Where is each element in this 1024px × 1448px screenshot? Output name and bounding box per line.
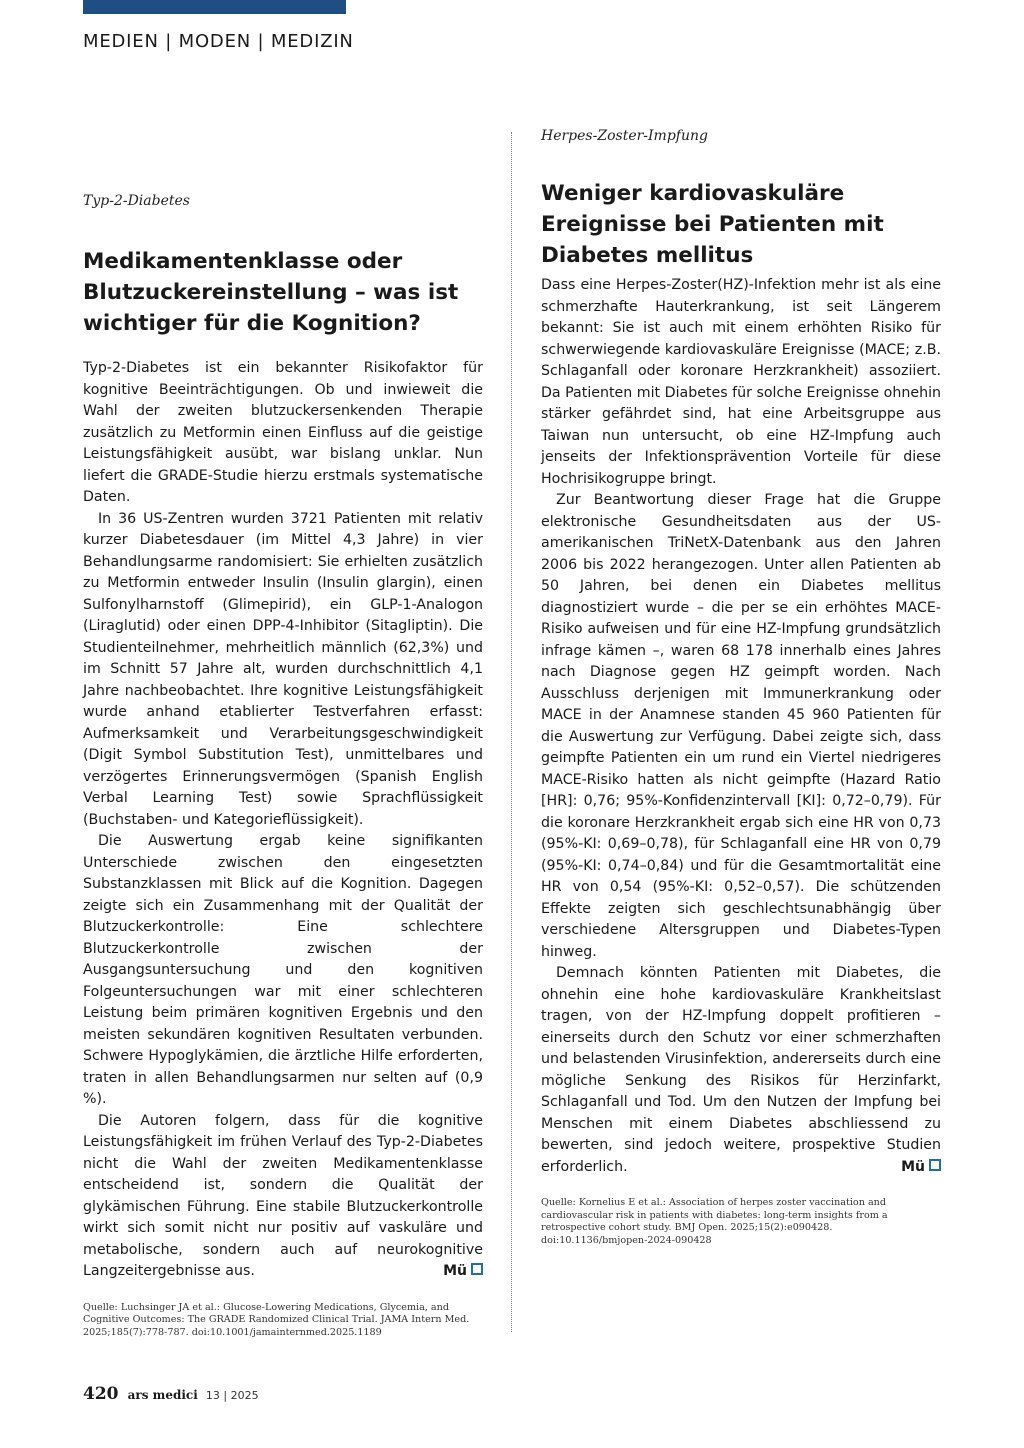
article-right bbox=[541, 128, 941, 1247]
paragraph: Typ-2-Diabetes ist ein bekannter Risikofaktor für kognitive Beeinträchtigungen. Ob und inwieweit die Wahl der zweiten blutzuckersenkenden Therapie zusätzlich zu Metformin einen Einfluss auf die geistige Leistungsfähigkeit ausübt, war bislang unklar. Nun liefert die GRADE-Studie hierzu erstmals systematische Daten. bbox=[83, 360, 483, 505]
article-left bbox=[83, 193, 483, 1339]
section-header: MEDIEN | MODEN | MEDIZIN bbox=[83, 31, 354, 52]
page-footer bbox=[83, 1384, 259, 1404]
author-signature bbox=[901, 1157, 941, 1179]
header-accent-bar bbox=[83, 0, 346, 14]
paragraph-text: Die Autoren folgern, dass für die kognitive Leistungsfähigkeit im frühen Verlauf des Typ-2-Diabetes nicht die Wahl der zweiten Medikamentenklasse entscheidend ist, sondern die Qualität der glykämischen Führung. Eine stabile Blutzuckerkontrolle wirkt sich somit nicht nur positiv auf vaskuläre und metabolische, sondern auch auf neurokognitive Langzeitergebnisse aus. bbox=[83, 1112, 483, 1279]
article-title: Weniger kardiovaskuläre Ereignisse bei Patienten mit Diabetes mellitus bbox=[541, 181, 884, 268]
source-citation: Quelle: Kornelius E et al.: Association of herpes zoster vaccination and cardiovascular risk in patients with diabetes: long-term insights from a retrospective cohort study. BMJ Open. 2025;15(2):e090428. doi:10.1136/bmjopen-2024-090428 bbox=[541, 1197, 888, 1246]
issue-info: 13 | 2025 bbox=[205, 1389, 259, 1402]
article-kicker: Typ-2-Diabetes bbox=[83, 193, 190, 209]
source-citation: Quelle: Luchsinger JA et al.: Glucose-Lowering Medications, Glycemia, and Cognitive Outcomes: The GRADE Randomized Clinical Trial. JAMA Intern Med. 2025;185(7):778-787. doi:10.1001/jamainternmed.2025.1189 bbox=[83, 1301, 470, 1338]
end-mark-icon bbox=[929, 1159, 941, 1171]
column-divider bbox=[511, 132, 512, 1332]
paragraph-text: Demnach könnten Patienten mit Diabetes, die ohnehin eine hohe kardiovaskuläre Krankheitslast tragen, von der HZ-Impfung doppelt profitieren – einerseits durch den Schutz vor einer schmerzhaften und belastenden Virusinfektion, andererseits durch eine mögliche Senkung des Risikos für Herzinfarkt, Schlaganfall und Tod. Um den Nutzen der Impfung bei Menschen mit einem Diabetes abschliessend zu bewerten, sind jedoch weitere, prospektive Studien erforderlich. bbox=[541, 965, 941, 1175]
paragraph bbox=[541, 963, 941, 1178]
signature-text: Mü bbox=[443, 1263, 467, 1279]
author-signature bbox=[443, 1261, 483, 1283]
article-body bbox=[541, 275, 941, 1178]
journal-name: ars medici bbox=[127, 1388, 198, 1402]
paragraph bbox=[83, 1111, 483, 1283]
paragraph: Die Auswertung ergab keine signifikanten Unterschiede zwischen den eingesetzten Substanzklassen mit Blick auf die Kognition. Dagegen zeigte sich ein Zusammenhang mit der Qualität der Blutzuckerkontrolle: Eine schlechtere Blutzuckerkontrolle zwischen der Ausgangsuntersuchung und den kognitiven Folgeuntersuchungen war mit einer schlechteren Leistung beim primären kognitiven Ergebnis und den meisten sekundären kognitiven Resultaten verbunden. Schwere Hypoglykämien, die ärztliche Hilfe erforderten, traten in allen Behandlungsarmen nur selten auf (0,9 %). bbox=[83, 833, 483, 1107]
signature-text: Mü bbox=[901, 1158, 925, 1175]
article-kicker: Herpes-Zoster-Impfung bbox=[541, 128, 708, 144]
paragraph: Dass eine Herpes-Zoster(HZ)-Infektion mehr ist als eine schmerzhafte Hauterkrankung, ist seit Längerem bekannt: Sie ist auch mit einem erhöhten Risiko für schwerwiegende kardiovaskuläre Ereignisse (MACE; z.B. Schlaganfall oder koronare Herzkrankheit) assoziiert. Da Patienten mit Diabetes für solche Ereignisse ohnehin stärker gefährdet sind, hat eine Arbeitsgruppe aus Taiwan nun untersucht, ob eine HZ-Impfung auch jenseits der Infektionsprävention Vorteile für diese Hochrisikogruppe bringt. bbox=[541, 277, 941, 487]
article-title: Medikamentenklasse oder Blutzuckereinstellung – was ist wichtiger für die Kognition? bbox=[83, 249, 459, 336]
article-body bbox=[83, 358, 483, 1283]
end-mark-icon bbox=[471, 1263, 483, 1275]
page-number: 420 bbox=[83, 1384, 119, 1404]
paragraph: In 36 US-Zentren wurden 3721 Patienten mit relativ kurzer Diabetesdauer (im Mittel 4,3 Jahre) in vier Behandlungsarme randomisiert: Sie erhielten zusätzlich zu Metformin entweder Insulin (Insulin glargin), einen Sulfonylharnstoff (Glimepirid), ein GLP-1-Analogon (Liraglutid) oder einen DPP-4-Inhibitor (Sitagliptin). Die Studienteilnehmer, mehrheitlich männlich (62,3%) und im Schnitt 57 Jahre alt, wurden durchschnittlich 4,1 Jahre nachbeobachtet. Ihre kognitive Leistungsfähigkeit wurde anhand etablierter Testverfahren erfasst: Aufmerksamkeit und Verarbeitungsgeschwindigkeit (Digit Symbol Substitution Test), unmittelbares und verzögertes Erinnerungsvermögen (Spanish English Verbal Learning Test) sowie Sprachflüssigkeit (Buchstaben- und Kategorieflüssigkeit). bbox=[83, 510, 483, 828]
paragraph: Zur Beantwortung dieser Frage hat die Gruppe elektronische Gesundheitsdaten aus der US-amerikanischen TriNetX-Datenbank aus den Jahren 2006 bis 2022 herangezogen. Unter allen Patienten ab 50 Jahren, bei denen ein Diabetes mellitus diagnostiziert wurde – die per se ein erhöhtes MACE-Risiko aufweisen und für eine HZ-Impfung grundsätzlich infrage kämen –, waren 68 178 innerhalb eines Jahres nach Diagnose gegen HZ geimpft worden. Nach Ausschluss derjenigen mit Immunerkrankung oder MACE in der Anamnese standen 45 960 Patienten für die Auswertung zur Verfügung. Dabei zeigte sich, dass geimpfte Patienten ein um rund ein Viertel niedrigeres MACE-Risiko hatten als nicht geimpfte (Hazard Ratio [HR]: 0,76; 95%-Konfidenzintervall [KI]: 0,72–0,79). Für die koronare Herzkrankheit ergab sich eine HR von 0,73 (95%-KI: 0,69–0,78), für Schlaganfall eine HR von 0,79 (95%-KI: 0,74–0,84) und für die Gesamtmortalität eine HR von 0,54 (95%-KI: 0,52–0,57). Die schützenden Effekte zeigten sich geschlechtsunabhängig über verschiedene Altersgruppen und Diabetes-Typen hinweg. bbox=[541, 492, 941, 960]
